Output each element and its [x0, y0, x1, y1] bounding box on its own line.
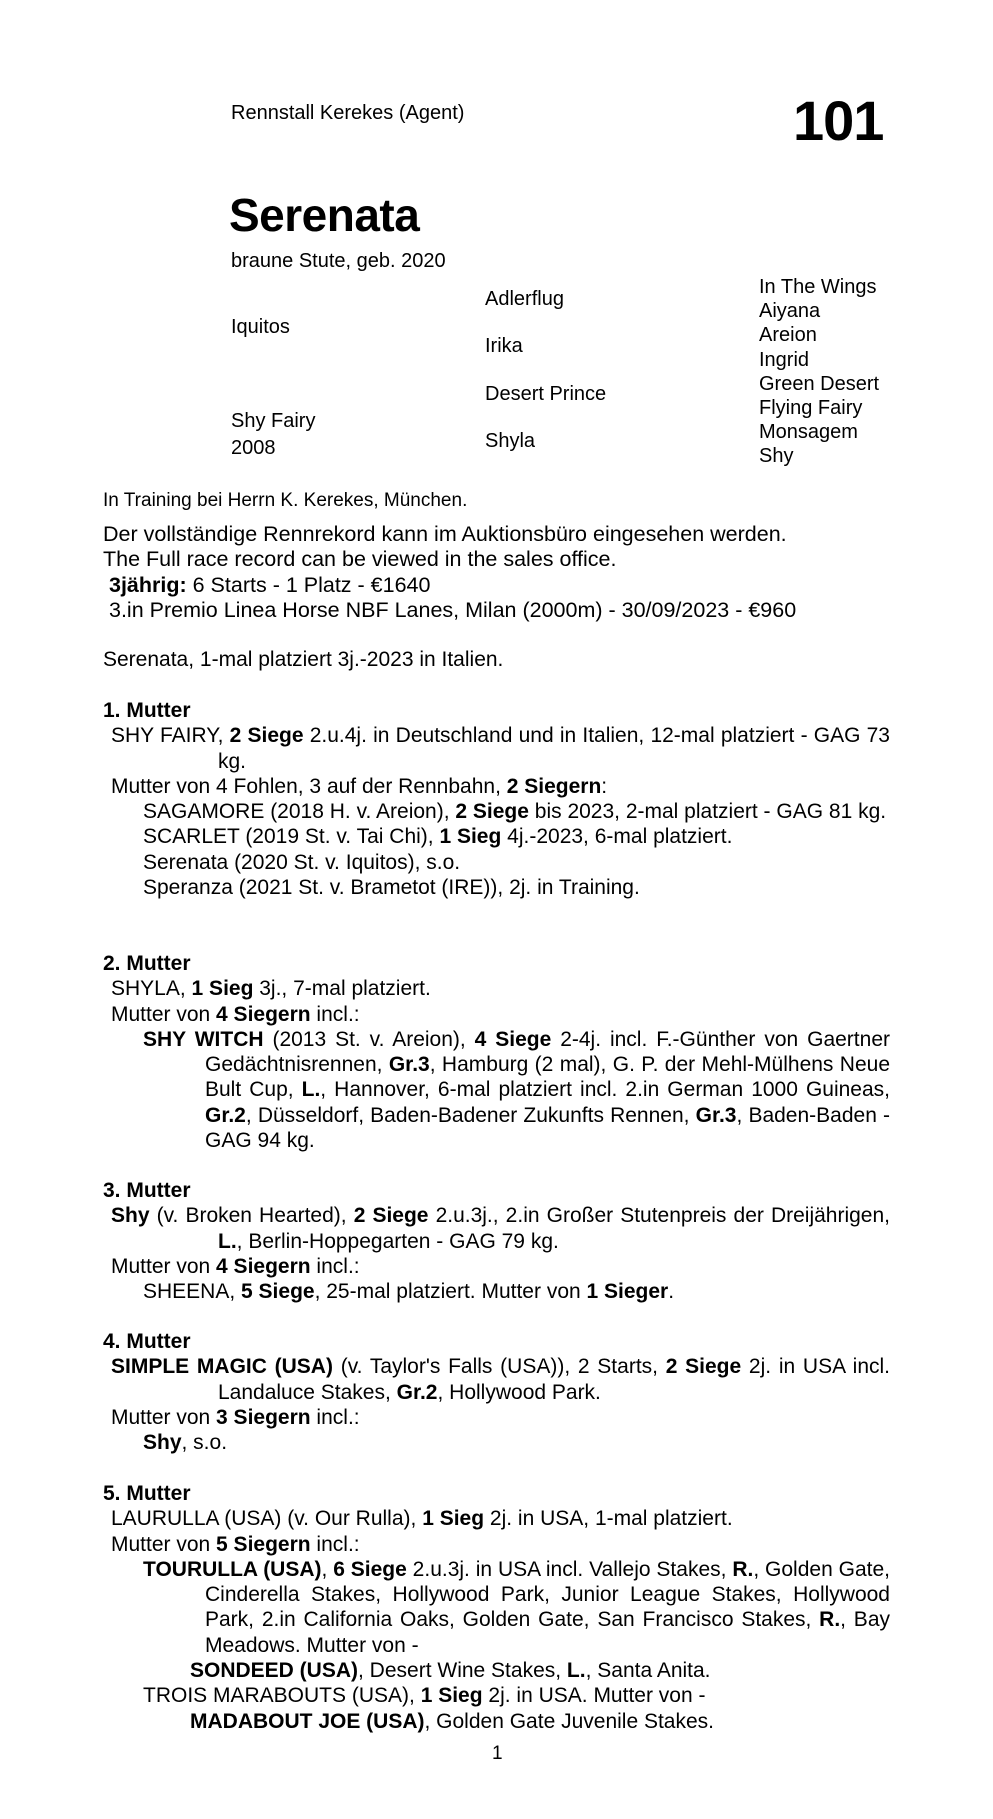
section-heading: 5. Mutter [103, 1482, 191, 1505]
text: , Baden-Baden - GAG 94 kg. [205, 1103, 891, 1153]
text: , 25-mal platziert. Mutter von [314, 1280, 587, 1304]
pedigree-great-grandparent: Green Desert [759, 372, 880, 395]
section-heading: 4. Mutter [103, 1330, 191, 1353]
text: , Bay Meadows. Mutter von - [205, 1608, 890, 1657]
horse: MADABOUT JOE (USA) [190, 1709, 425, 1733]
pedigree-great-grandparent: In The Wings [759, 276, 877, 298]
wins: 2 Siege [665, 1355, 742, 1379]
text: , Santa Anita. [585, 1659, 711, 1683]
section-second-dam [103, 951, 890, 1153]
text: Mutter von [111, 1254, 217, 1278]
page-number: 1 [492, 1743, 503, 1764]
winners: 3 Siegern [216, 1405, 311, 1429]
produce-summary [103, 1254, 890, 1279]
text: (v. Taylor's Falls (USA)), 2 Starts, [332, 1355, 666, 1379]
winners: 5 Siegern [216, 1532, 311, 1556]
race-record [103, 522, 796, 623]
produce-item: Speranza (2021 St. v. Brametot (IRE)), 2j. in Training. [143, 876, 640, 900]
text: 3j., 7-mal platziert. [253, 977, 431, 1001]
grade: Gr.3 [388, 1053, 430, 1077]
record-note-de: Der vollständige Rennrekord kann im Auktionsbüro eingesehen werden. [103, 522, 787, 546]
winners: 1 Sieger [586, 1280, 669, 1304]
wins: 1 Sieg [439, 825, 502, 849]
produce-item [103, 799, 890, 824]
horse: TOURULLA (USA) [143, 1557, 322, 1581]
text: Mutter von [111, 1405, 217, 1429]
text: SHYLA, [111, 977, 192, 1001]
consignor: Rennstall Kerekes (Agent) [231, 102, 465, 124]
pedigree-great-grandparent: Monsagem [759, 421, 858, 444]
horse: SIMPLE MAGIC (USA) [111, 1355, 333, 1379]
record-age-stats [103, 573, 796, 598]
pedigree-great-grandparents [759, 275, 879, 469]
pedigree-great-grandparent: Shy [759, 445, 794, 468]
pedigree-grandparent: Irika [485, 335, 523, 357]
pedigree-sire: Iquitos [231, 316, 290, 338]
produce-item [103, 1027, 890, 1153]
lot-number: 101 [793, 89, 884, 152]
text: : [601, 774, 608, 798]
produce-item [103, 1430, 890, 1455]
race-summary: Serenata, 1-mal platziert 3j.-2023 in Italien. [103, 648, 504, 671]
text: SHEENA, [143, 1280, 242, 1304]
text: , Golden Gate, Cinderella Stakes, Hollywood Park, Junior League Stakes, Hollywood Park, 2.in California Oaks, Golden Gate, San Francisco Stakes, [205, 1557, 890, 1632]
text: incl.: [310, 1002, 360, 1026]
produce-item [103, 1709, 890, 1734]
wins: 4 Siege [474, 1027, 552, 1051]
winners: 2 Siegern [506, 774, 602, 798]
text: . [668, 1280, 675, 1304]
horse: SONDEED (USA) [190, 1659, 359, 1683]
dam-record [103, 1506, 890, 1531]
dam-record [103, 1203, 890, 1254]
text: 2j. in USA, 1-mal platziert. [484, 1507, 733, 1531]
grade: L. [566, 1659, 586, 1683]
training-info: In Training bei Herrn K. Kerekes, München. [103, 490, 468, 511]
text: SAGAMORE (2018 H. v. Areion), [143, 800, 456, 824]
text: SHY FAIRY, [111, 724, 230, 748]
pedigree-great-grandparent: Ingrid [759, 348, 810, 371]
produce-item: Serenata (2020 St. v. Iquitos), s.o. [143, 850, 461, 874]
text: , Berlin-Hoppegarten - GAG 79 kg. [236, 1229, 559, 1253]
horse: Shy [111, 1204, 150, 1228]
text: Mutter von [111, 1532, 217, 1556]
text: LAURULLA (USA) (v. Our Rulla), [111, 1507, 423, 1531]
section-heading: 2. Mutter [103, 952, 191, 975]
pedigree-great-grandparent: Flying Fairy [759, 397, 863, 420]
section-first-dam [103, 698, 890, 900]
produce-item [103, 824, 890, 849]
produce-item [103, 1658, 890, 1683]
record-placing: 3.in Premio Linea Horse NBF Lanes, Milan (2000m) - 30/09/2023 - €960 [109, 597, 797, 622]
wins: 6 Siege [333, 1557, 407, 1581]
produce-summary [103, 774, 890, 799]
text: 4j.-2023, 6-mal platziert. [501, 825, 733, 849]
wins: 2 Siege [229, 724, 304, 748]
section-heading: 3. Mutter [103, 1179, 191, 1202]
section-third-dam [103, 1178, 890, 1304]
dam-record [103, 723, 890, 774]
produce-item [103, 1557, 890, 1658]
wins: 1 Sieg [191, 977, 254, 1001]
text: , Desert Wine Stakes, [358, 1659, 567, 1683]
pedigree-great-grandparent: Areion [759, 324, 817, 347]
horse: SHY WITCH [143, 1027, 264, 1051]
wins: 2 Siege [353, 1204, 429, 1228]
winners: 4 Siegern [216, 1254, 311, 1278]
horse-name: Serenata [229, 189, 420, 241]
wins: 1 Sieg [422, 1507, 485, 1531]
text: Mutter von 4 Fohlen, 3 auf der Rennbahn, [111, 774, 507, 798]
text: Mutter von [111, 1002, 217, 1026]
text: (v. Broken Hearted), [149, 1204, 354, 1228]
pedigree-grandparent: Adlerflug [485, 288, 564, 310]
text: TROIS MARABOUTS (USA), [143, 1684, 421, 1708]
wins: 5 Siege [241, 1280, 315, 1304]
text: , Hollywood Park. [437, 1380, 601, 1404]
text: , Golden Gate Juvenile Stakes. [424, 1709, 714, 1733]
grade: L. [301, 1078, 321, 1102]
produce-summary [103, 1532, 890, 1557]
text: (2013 St. v. Areion), [263, 1027, 475, 1051]
record-age-label: 3jährig: [109, 572, 187, 597]
grade: L. [218, 1229, 237, 1253]
text: , Hannover, 6-mal platziert incl. 2.in German 1000 Guineas, [320, 1078, 890, 1102]
produce-summary [103, 1002, 890, 1027]
pedigree-great-grandparent: Aiyana [759, 300, 821, 323]
text: 2-4j. incl. F.-Günther von Gaertner Gedächtnisrennen, [205, 1027, 890, 1077]
pedigree-grandparent: Shyla [485, 430, 536, 452]
dam-record [103, 976, 890, 1001]
text: 2.u.3j., 2.in Großer Stutenpreis der Dreijährigen, [428, 1204, 891, 1228]
pedigree-dam-year: 2008 [231, 437, 276, 459]
grade: Gr.2 [396, 1380, 438, 1404]
produce-item [103, 1683, 890, 1708]
produce-item [103, 1279, 890, 1304]
grade: R. [819, 1608, 841, 1632]
text: , s.o. [181, 1431, 228, 1455]
text: , [321, 1557, 334, 1581]
grade: Gr.2 [205, 1103, 246, 1127]
section-heading: 1. Mutter [103, 699, 191, 722]
record-age-values: 6 Starts - 1 Platz - €1640 [186, 572, 431, 597]
produce-summary [103, 1405, 890, 1430]
text: incl.: [310, 1532, 360, 1556]
text: 2.u.4j. in Deutschland und in Italien, 12-mal platziert - GAG 73 kg. [218, 724, 890, 773]
pedigree-grandparent: Desert Prince [485, 383, 607, 405]
wins: 1 Sieg [420, 1684, 483, 1708]
horse: Shy [143, 1431, 182, 1455]
section-fourth-dam [103, 1329, 890, 1455]
horse-description: braune Stute, geb. 2020 [231, 250, 446, 272]
text: , Düsseldorf, Baden-Badener Zukunfts Rennen, [245, 1103, 696, 1127]
winners: 4 Siegern [216, 1002, 311, 1026]
text: incl.: [310, 1254, 360, 1278]
section-fifth-dam [103, 1481, 890, 1734]
grade: R. [732, 1557, 754, 1581]
wins: 2 Siege [455, 800, 529, 824]
text: incl.: [310, 1405, 360, 1429]
pedigree-dam: Shy Fairy [231, 410, 316, 432]
dam-record [103, 1354, 890, 1405]
record-note-en: The Full race record can be viewed in the sales office. [103, 547, 617, 572]
text: SCARLET (2019 St. v. Tai Chi), [143, 825, 440, 849]
text: , Hamburg (2 mal), G. P. der Mehl-Mülhens Neue Bult Cup, [205, 1053, 890, 1102]
text: 2j. in USA incl. Landaluce Stakes, [218, 1355, 890, 1404]
grade: Gr.3 [695, 1103, 737, 1127]
text: 2j. in USA. Mutter von - [482, 1684, 706, 1708]
text: bis 2023, 2-mal platziert - GAG 81 kg. [528, 800, 887, 824]
text: 2.u.3j. in USA incl. Vallejo Stakes, [406, 1557, 733, 1581]
